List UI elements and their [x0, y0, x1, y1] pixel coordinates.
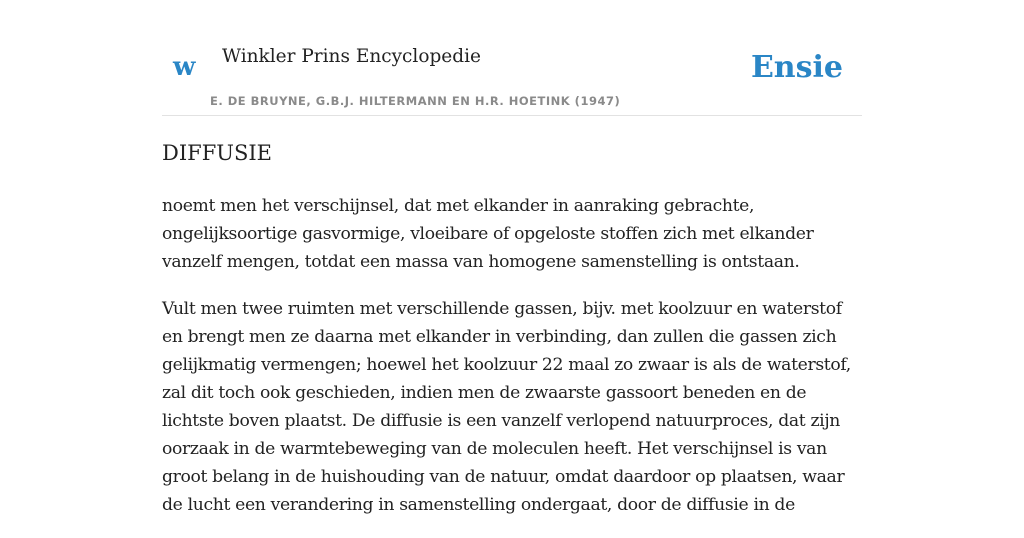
paragraph — [162, 295, 862, 519]
text-line: lichtste boven plaatst. De diffusie is een vanzelf verlopend natuurproces, dat zijn — [162, 411, 841, 431]
winkler-prins-logo[interactable]: w — [173, 52, 196, 82]
text-line: zal dit toch ook geschieden, indien men de zwaarste gassoort beneden en de — [162, 383, 807, 403]
text-line: groot belang in de huishouding van de natuur, omdat daardoor op plaatsen, waar — [162, 467, 845, 487]
text-line: ongelijksoortige gasvormige, vloeibare of opgeloste stoffen zich met elkander — [162, 224, 814, 244]
text-line: vanzelf mengen, totdat een massa van homogene samenstelling is ontstaan. — [162, 252, 800, 272]
text-line: en brengt men ze daarna met elkander in verbinding, dan zullen die gassen zich — [162, 327, 837, 347]
header-divider — [162, 115, 862, 116]
text-line: gelijkmatig vermengen; hoewel het koolzuur 22 maal zo zwaar is als de waterstof, — [162, 355, 851, 375]
ensie-brand-logo[interactable]: Ensie — [750, 50, 843, 85]
entry-title: DIFFUSIE — [162, 141, 272, 165]
text-line: de lucht een verandering in samenstelling ondergaat, door de diffusie in de — [162, 495, 795, 515]
paragraph — [162, 192, 862, 276]
text-line: Vult men twee ruimten met verschillende gassen, bijv. met koolzuur en waterstof — [162, 299, 842, 319]
text-line: oorzaak in de warmtebeweging van de moleculen heeft. Het verschijnsel is van — [162, 439, 827, 459]
publication-authors: E. DE BRUYNE, G.B.J. HILTERMANN EN H.R. HOETINK (1947) — [210, 94, 621, 108]
entry-body — [162, 192, 862, 538]
publication-title[interactable]: Winkler Prins Encyclopedie — [222, 46, 481, 67]
text-line: noemt men het verschijnsel, dat met elkander in aanraking gebrachte, — [162, 196, 755, 216]
